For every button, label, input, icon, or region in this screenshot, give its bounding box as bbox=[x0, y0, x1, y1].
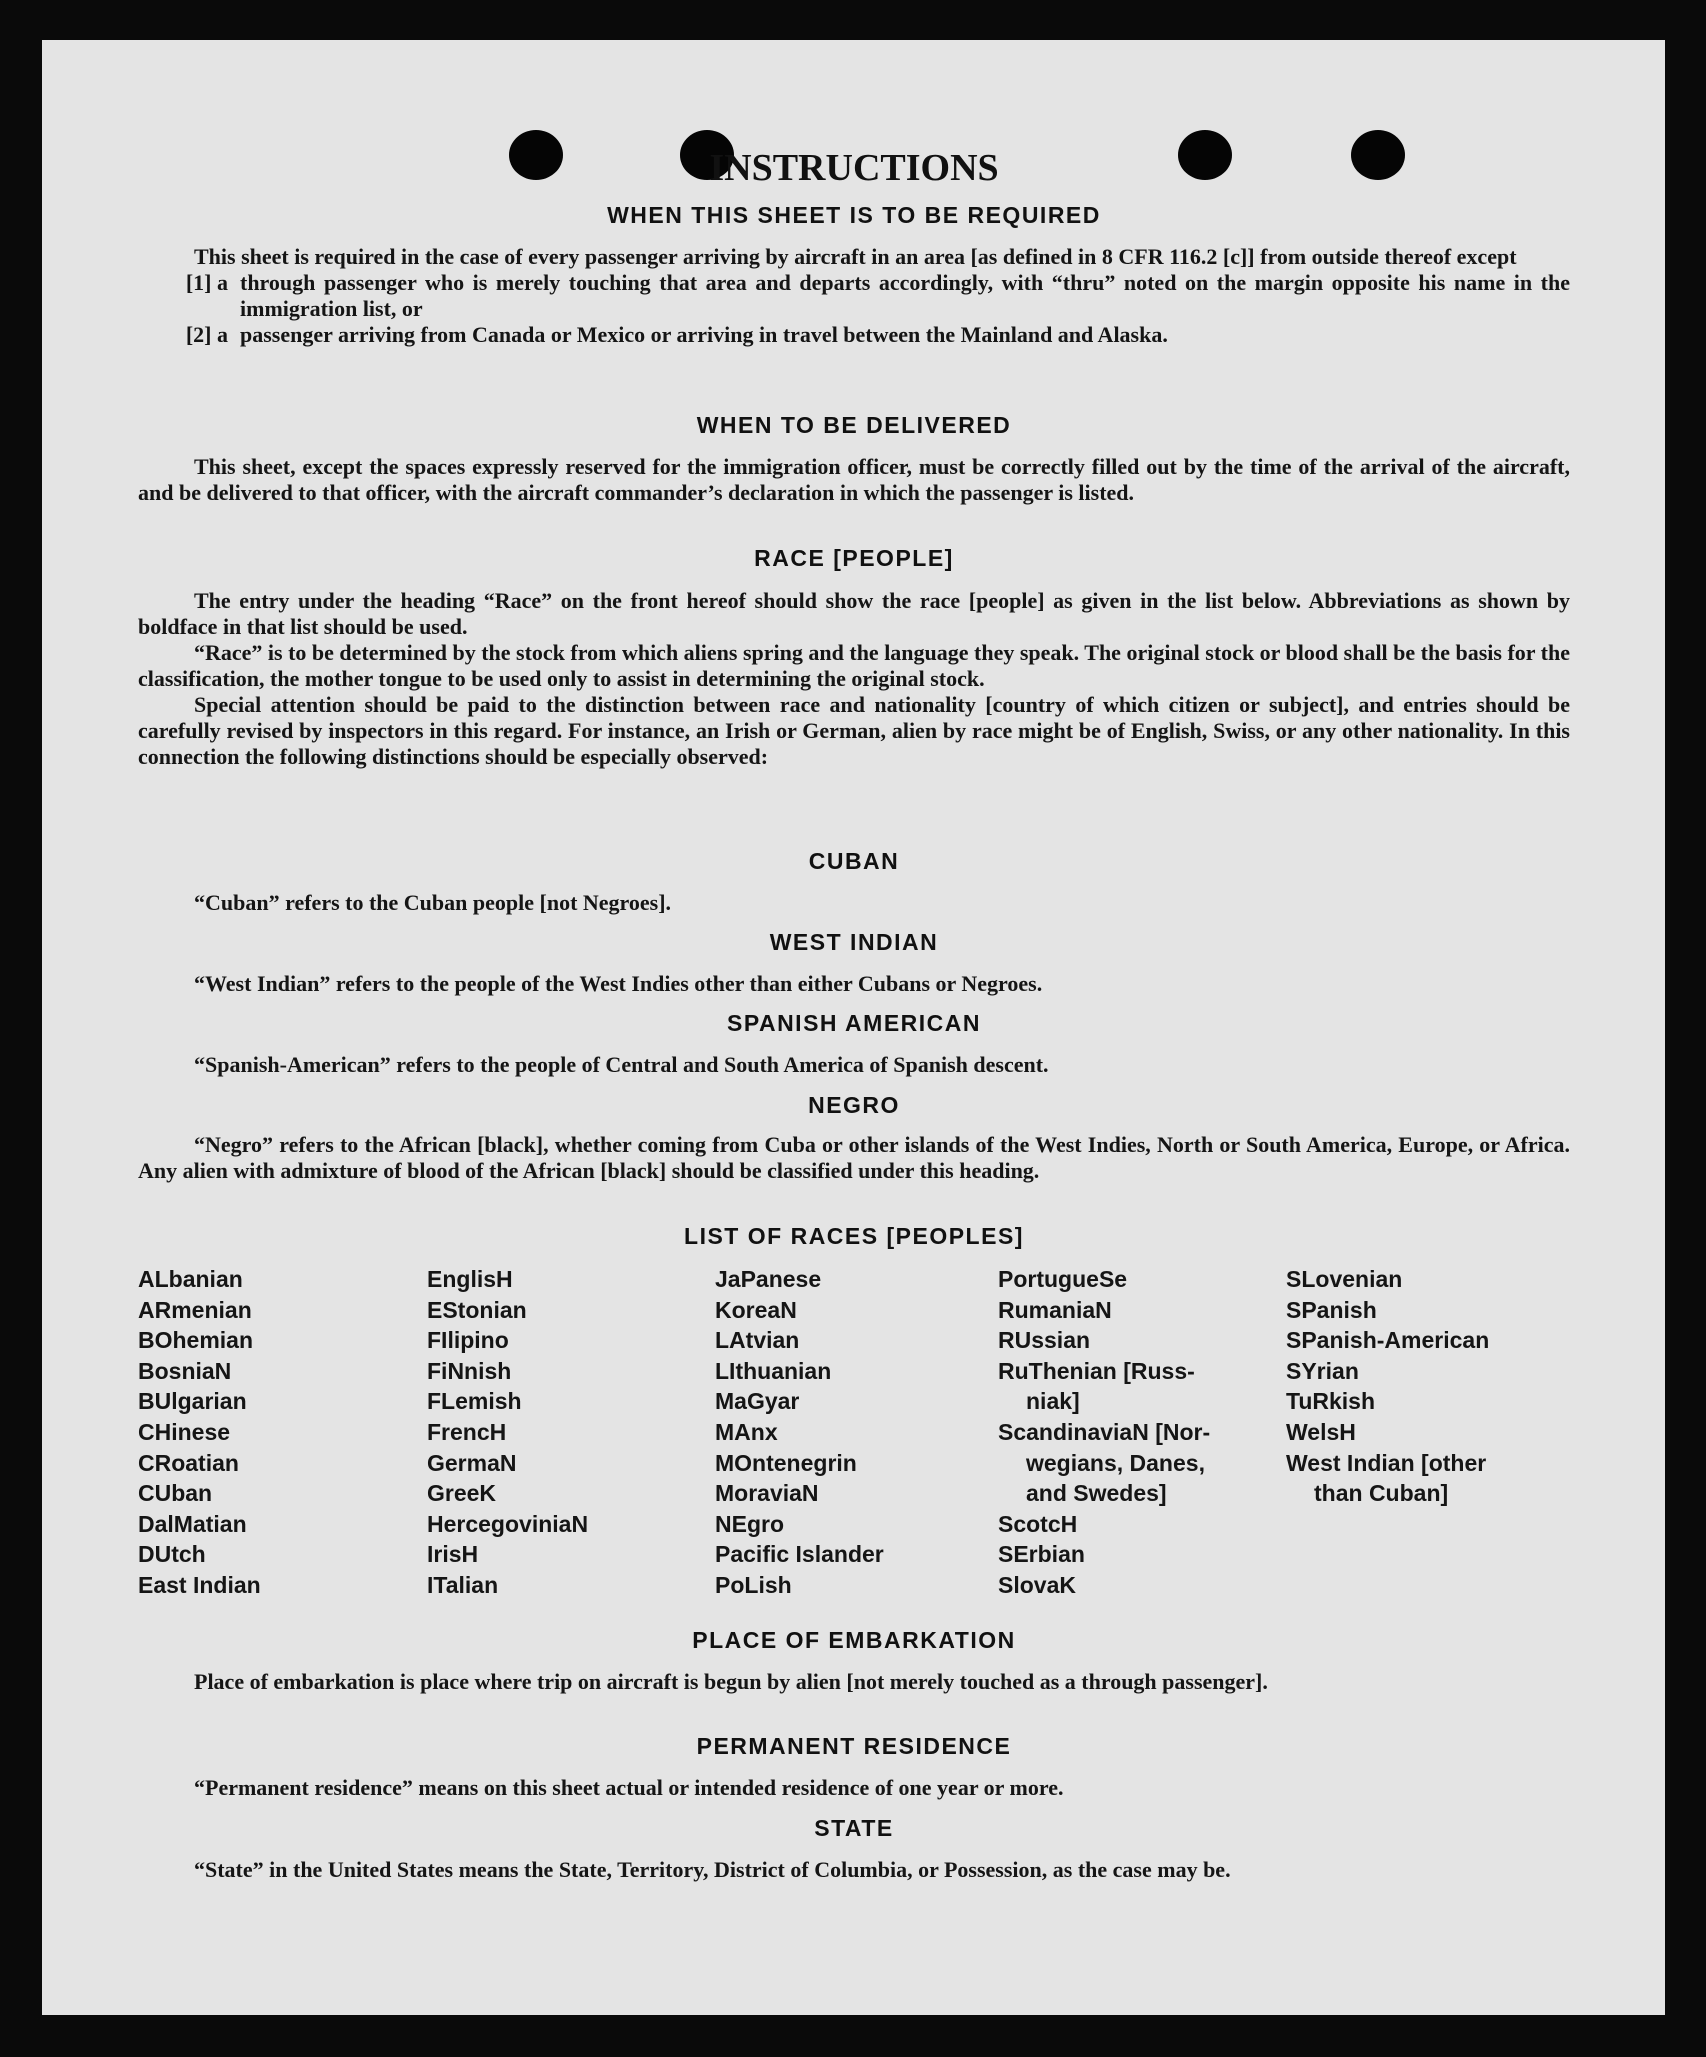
race-item: niak] bbox=[1026, 1388, 1080, 1415]
race-item: LAtvian bbox=[715, 1327, 800, 1354]
residence-text: “Permanent residence” means on this sheet actual or intended residence of one year or more. bbox=[194, 1775, 1064, 1800]
race-item: than Cuban] bbox=[1314, 1480, 1449, 1507]
races-column bbox=[1286, 1264, 1489, 1509]
heading-list: LIST OF RACES [PEOPLES] bbox=[684, 1223, 1024, 1249]
race-item: SPanish bbox=[1286, 1296, 1377, 1323]
section-required bbox=[138, 244, 1570, 348]
exception-number: [1] a bbox=[185, 270, 228, 295]
race-item: FrencH bbox=[427, 1418, 507, 1445]
race-item: FiNnish bbox=[427, 1357, 512, 1384]
section-negro bbox=[138, 1132, 1570, 1184]
race-item: DalMatian bbox=[138, 1510, 247, 1537]
heading-embarkation: PLACE OF EMBARKATION bbox=[692, 1627, 1016, 1653]
spanish-american-text: “Spanish-American” refers to the people of Central and South America of Spanish descent. bbox=[194, 1052, 1049, 1077]
race-item: IrisH bbox=[427, 1541, 479, 1568]
race-item: CRoatian bbox=[138, 1449, 239, 1476]
race-item: ALbanian bbox=[138, 1266, 243, 1292]
race-paragraph: “Race” is to be determined by the stock from which aliens spring and the language they speak. The original stock or blood shall be the basis for the classification, the mother tongue to be used only to assist in determining the original stock. bbox=[138, 640, 1570, 691]
race-item: RuThenian [Russ- bbox=[998, 1357, 1195, 1384]
race-item: SlovaK bbox=[998, 1571, 1076, 1598]
race-item: EnglisH bbox=[427, 1266, 513, 1292]
race-item: KoreaN bbox=[715, 1296, 797, 1323]
race-item: BOhemian bbox=[138, 1327, 254, 1354]
races-column bbox=[138, 1264, 261, 1601]
race-item: and Swedes] bbox=[1026, 1480, 1167, 1507]
race-item: BUlgarian bbox=[138, 1388, 247, 1415]
heading-required: WHEN THIS SHEET IS TO BE REQUIRED bbox=[607, 202, 1101, 228]
race-item: DUtch bbox=[138, 1541, 206, 1568]
section-spanish-american bbox=[138, 1052, 1570, 1078]
races-column bbox=[998, 1264, 1210, 1601]
race-item: MAnx bbox=[715, 1418, 778, 1445]
heading-race: RACE [PEOPLE] bbox=[754, 545, 954, 571]
race-item: SLovenian bbox=[1286, 1266, 1403, 1292]
race-item: JaPanese bbox=[715, 1266, 822, 1292]
exception-item bbox=[138, 270, 1570, 322]
section-residence bbox=[138, 1775, 1570, 1801]
heading-state: STATE bbox=[814, 1815, 894, 1841]
race-paragraph: The entry under the heading “Race” on the front hereof should show the race [people] as given in the list below. Abbreviations as shown by boldface in that list should be used. bbox=[138, 588, 1570, 639]
section-delivered bbox=[138, 454, 1570, 506]
west-indian-text: “West Indian” refers to the people of the West Indies other than either Cubans or Negroes. bbox=[194, 971, 1043, 996]
race-item: GreeK bbox=[427, 1480, 497, 1507]
exception-item bbox=[138, 322, 1570, 348]
race-item: PortugueSe bbox=[998, 1266, 1128, 1292]
race-item: FLemish bbox=[427, 1388, 522, 1415]
race-item: SYrian bbox=[1286, 1357, 1359, 1384]
exception-number: [2] a bbox=[185, 322, 228, 347]
required-intro: This sheet is required in the case of every passenger arriving by aircraft in an area [as defined in 8 CFR 116.2 [c]] from outside thereof except bbox=[194, 244, 1517, 269]
heading-cuban: CUBAN bbox=[808, 848, 900, 874]
cuban-text: “Cuban” refers to the Cuban people [not Negroes]. bbox=[194, 890, 672, 915]
race-item: GermaN bbox=[427, 1449, 517, 1476]
race-item: PoLish bbox=[715, 1571, 792, 1598]
delivered-text: This sheet, except the spaces expressly reserved for the immigration officer, must be correctly filled out by the time of the arrival of the aircraft, and be delivered to that officer, with the aircraft commander’s declaration in which the passenger is listed. bbox=[138, 454, 1570, 505]
section-west-indian bbox=[138, 971, 1570, 997]
section-embarkation bbox=[138, 1669, 1570, 1695]
race-item: West Indian [other bbox=[1286, 1449, 1487, 1476]
race-item: HercegoviniaN bbox=[427, 1510, 589, 1537]
race-item: CUban bbox=[138, 1480, 213, 1507]
race-item: NEgro bbox=[715, 1510, 784, 1537]
race-item: RumaniaN bbox=[998, 1296, 1112, 1323]
section-state bbox=[138, 1857, 1570, 1883]
race-item: wegians, Danes, bbox=[1026, 1449, 1205, 1476]
race-paragraph: Special attention should be paid to the distinction between race and nationality [country of which citizen or subject], and entries should be carefully revised by inspectors in this regard. For instance, an Irish or German, alien by race might be of English, Swiss, or any other nationality. In this connection the following distinctions should be especially observed: bbox=[138, 692, 1570, 769]
heading-negro: NEGRO bbox=[808, 1092, 900, 1118]
negro-text: “Negro” refers to the African [black], whether coming from Cuba or other islands of the West Indies, North or South America, Europe, or Africa. Any alien with admixture of blood of the African [black] should be classified under this heading. bbox=[138, 1132, 1570, 1183]
race-item: ScotcH bbox=[998, 1510, 1078, 1537]
state-text: “State” in the United States means the State, Territory, District of Columbia, or Possession, as the case may be. bbox=[194, 1857, 1231, 1882]
race-item: BosniaN bbox=[138, 1357, 232, 1384]
races-column bbox=[427, 1264, 588, 1601]
race-item: SErbian bbox=[998, 1541, 1085, 1568]
embarkation-text: Place of embarkation is place where trip on aircraft is begun by alien [not merely touched as a through passenger]. bbox=[194, 1669, 1268, 1694]
race-item: ARmenian bbox=[138, 1296, 252, 1323]
race-item: RUssian bbox=[998, 1327, 1091, 1354]
race-item: MoraviaN bbox=[715, 1480, 819, 1507]
heading-spanish-american: SPANISH AMERICAN bbox=[726, 1010, 981, 1036]
race-item: CHinese bbox=[138, 1418, 231, 1445]
section-cuban bbox=[138, 890, 1570, 916]
race-item: WelsH bbox=[1286, 1418, 1356, 1445]
race-item: ScandinaviaN [Nor- bbox=[998, 1418, 1211, 1445]
race-item: FIlipino bbox=[427, 1327, 509, 1354]
race-item: Pacific Islander bbox=[715, 1541, 884, 1568]
heading-west-indian: WEST INDIAN bbox=[769, 929, 939, 955]
heading-delivered: WHEN TO BE DELIVERED bbox=[696, 412, 1012, 438]
race-item: SPanish-American bbox=[1286, 1327, 1490, 1354]
race-item: TuRkish bbox=[1286, 1388, 1376, 1415]
race-item: MaGyar bbox=[715, 1388, 800, 1415]
race-item: ITalian bbox=[427, 1571, 499, 1598]
race-item: MOntenegrin bbox=[715, 1449, 857, 1476]
exception-text: passenger arriving from Canada or Mexico or arriving in travel between the Mainland and Alaska. bbox=[240, 322, 1168, 347]
section-race bbox=[138, 588, 1570, 770]
race-item: East Indian bbox=[138, 1571, 261, 1598]
race-item: EStonian bbox=[427, 1296, 527, 1323]
races-column bbox=[715, 1264, 884, 1601]
race-item: LIthuanian bbox=[715, 1357, 832, 1384]
page-title: INSTRUCTIONS bbox=[709, 147, 999, 189]
exception-text: through passenger who is merely touching that area and departs accordingly, with “thru” noted on the margin opposite his name in the immigration list, or bbox=[240, 270, 1570, 321]
heading-residence: PERMANENT RESIDENCE bbox=[696, 1733, 1012, 1759]
